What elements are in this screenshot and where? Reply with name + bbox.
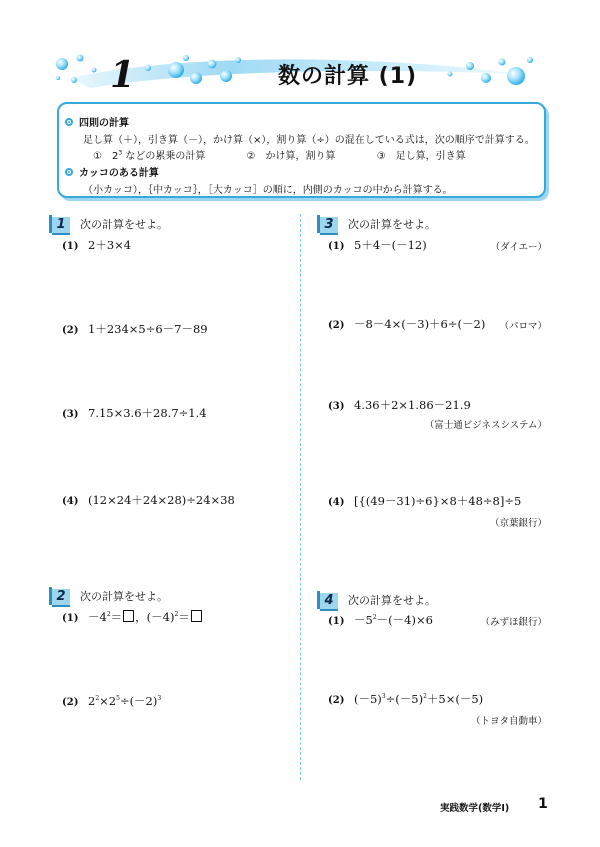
source-label: （トヨタ自動車）: [470, 716, 547, 727]
summary-text-1: 足し算（＋），引き算（－），かけ算（×），割り算（÷）の混在している式は，次の順序で計算する。: [83, 135, 535, 146]
problem-1-2: (2) 1＋234×5÷6－7－89: [62, 322, 208, 336]
section-number-badge: 4: [320, 593, 338, 611]
chapter-number: 1: [110, 54, 136, 96]
answer-box: [123, 610, 134, 622]
page-title: 数の計算 (1): [278, 64, 418, 89]
section-3-heading: 3 次の計算をせよ。: [320, 216, 436, 235]
problem-3-4: (4) [{(49－31)÷6}×8＋48÷8]÷5: [328, 494, 522, 508]
summary-heading-2: カッコのある計算: [65, 164, 159, 179]
problem-1-3: (3) 7.15×3.6＋28.7÷1.4: [62, 406, 207, 420]
order-list: [93, 147, 488, 162]
page-number: 1: [538, 796, 548, 812]
section-number-badge: 3: [320, 217, 338, 235]
source-label: （ダイエー）: [490, 242, 547, 253]
summary-heading-1: 四則の計算: [65, 114, 129, 129]
problem-3-2: (2) －8－4×(－3)＋6÷(－2): [328, 317, 486, 331]
order-item-1: ① $2^3$ などの累乗の計算: [93, 149, 206, 162]
problem-4-1: $(1) -5^2-(-4)\times 6$: [328, 613, 433, 627]
order-item-2: ② かけ算，割り算: [246, 151, 336, 162]
answer-box: [191, 610, 202, 622]
source-label: （京葉銀行）: [489, 518, 547, 529]
section-number-badge: 2: [52, 589, 70, 607]
bullet-icon: [65, 168, 73, 176]
problem-3-3: (3) 4.36＋2×1.86－21.9: [328, 398, 471, 412]
summary-text-2: （小カッコ），｛中カッコ｝，［大カッコ］の順に，内側のカッコの中から計算する。: [83, 185, 453, 196]
problem-2-2: (2) $2^2\times 2^5\div(-2)^3$: [62, 694, 162, 708]
footer-book-title: 実践数学(数学Ⅰ): [440, 803, 510, 814]
section-number-badge: 1: [52, 217, 70, 235]
source-label: （パロマ）: [499, 321, 547, 332]
order-item-3: ③ 足し算，引き算: [376, 151, 466, 162]
problem-4-2: (2) $(-5)^3\div(-5)^2+5\times(-5)$: [328, 692, 484, 706]
section-4-heading: 4 次の計算をせよ。: [320, 592, 436, 611]
problem-1-1: (1) 2＋3×4: [62, 238, 132, 252]
summary-box: [57, 102, 546, 198]
section-1-heading: 1 次の計算をせよ。: [52, 216, 168, 235]
source-label: （みずほ銀行）: [480, 617, 547, 628]
problem-1-4: (4) (12×24＋24×28)÷24×38: [62, 493, 235, 507]
section-2-heading: 2 次の計算をせよ。: [52, 588, 168, 607]
problem-2-1: $(1) -4^2=$ ，$(-4)^2=$: [62, 609, 203, 625]
column-divider: [300, 214, 301, 780]
problem-3-1: (1) 5＋4－(－12): [328, 238, 427, 252]
bullet-icon: [65, 118, 73, 126]
source-label: （富士通ビジネスシステム）: [424, 420, 547, 431]
